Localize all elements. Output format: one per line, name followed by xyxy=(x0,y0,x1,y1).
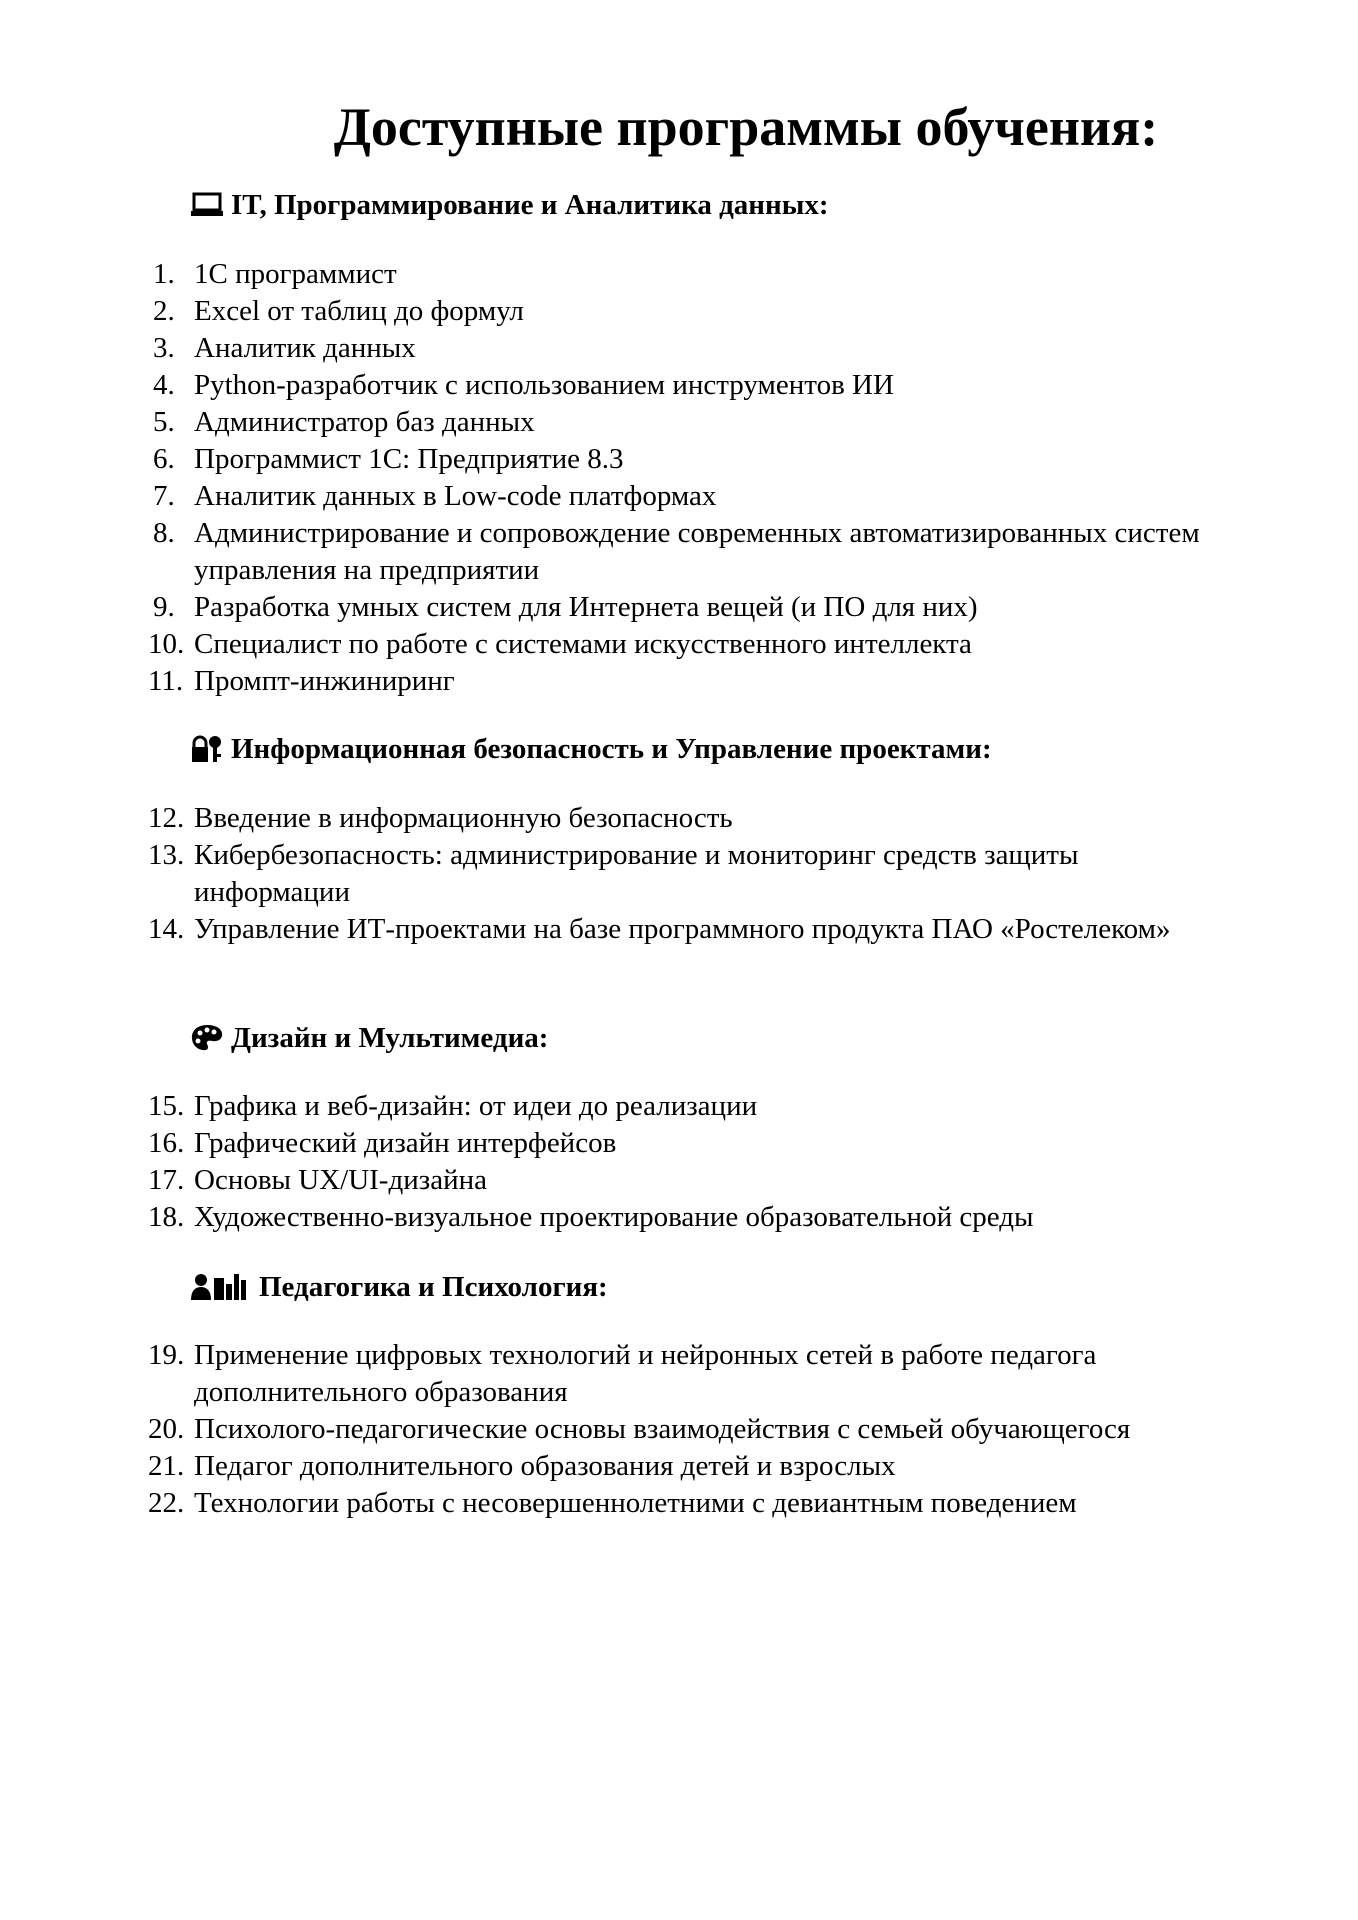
program-list-security xyxy=(148,800,1238,948)
section-heading-pedagogy xyxy=(190,1268,608,1306)
program-list-design xyxy=(148,1088,1238,1236)
list-item: 16. Графический дизайн интерфейсов xyxy=(148,1127,617,1159)
section-heading-text: Педагогика и Психология: xyxy=(259,1271,608,1303)
list-item: 5. Администратор баз данных xyxy=(153,406,535,438)
list-item: 2. Excel от таблиц до формул xyxy=(153,295,524,327)
list-item: 11. Промпт-инжиниринг xyxy=(148,665,455,697)
program-list-it xyxy=(148,256,1238,700)
list-item: 21. Педагог дополнительного образования детей и взрослых xyxy=(148,1450,896,1482)
list-item: 1. 1С программист xyxy=(153,258,397,290)
section-heading-design xyxy=(190,1019,548,1057)
list-item: 6. Программист 1С: Предприятие 8.3 xyxy=(153,443,624,475)
list-item: 8. Администрирование и сопровождение современных автоматизированных систем управления на предприятии xyxy=(153,517,1200,586)
list-item: 13. Кибербезопасность: администрирование и мониторинг средств защиты информации xyxy=(148,839,1079,908)
list-item: 20. Психолого-педагогические основы взаимодействия с семьей обучающегося xyxy=(148,1413,1131,1445)
list-item: 7. Аналитик данных в Low-code платформах xyxy=(153,480,717,512)
list-item: 9. Разработка умных систем для Интернета вещей (и ПО для них) xyxy=(153,591,978,623)
section-heading-text: IT, Программирование и Аналитика данных: xyxy=(231,189,829,221)
section-heading-text: Информационная безопасность и Управление проектами: xyxy=(231,733,992,765)
teacher-board-icon xyxy=(190,1272,252,1302)
list-item: 14. Управление ИТ-проектами на базе программного продукта ПАО «Ростелеком» xyxy=(148,913,1171,945)
lock-key-icon xyxy=(190,734,224,764)
list-item: 15. Графика и веб-дизайн: от идеи до реализации xyxy=(148,1090,758,1122)
list-item: 18. Художественно-визуальное проектирование образовательной среды xyxy=(148,1201,1034,1233)
program-list-pedagogy xyxy=(148,1337,1238,1522)
list-item: 22. Технологии работы с несовершеннолетними с девиантным поведением xyxy=(148,1487,1077,1519)
list-item: 17. Основы UX/UI-дизайна xyxy=(148,1164,487,1196)
laptop-icon xyxy=(190,190,224,220)
section-heading-text: Дизайн и Мультимедиа: xyxy=(231,1022,549,1054)
list-item: 19. Применение цифровых технологий и нейронных сетей в работе педагога дополнительного образования xyxy=(148,1339,1097,1408)
list-item: 12. Введение в информационную безопасность xyxy=(148,802,733,834)
list-item: 3. Аналитик данных xyxy=(153,332,416,364)
page-title: Доступные программы обучения: xyxy=(333,97,1159,157)
list-item: 4. Python-разработчик с использованием инструментов ИИ xyxy=(153,369,894,401)
section-heading-security xyxy=(190,730,992,768)
section-heading-it xyxy=(190,186,829,224)
list-item: 10. Специалист по работе с системами искусственного интеллекта xyxy=(148,628,972,660)
palette-icon xyxy=(190,1023,224,1053)
